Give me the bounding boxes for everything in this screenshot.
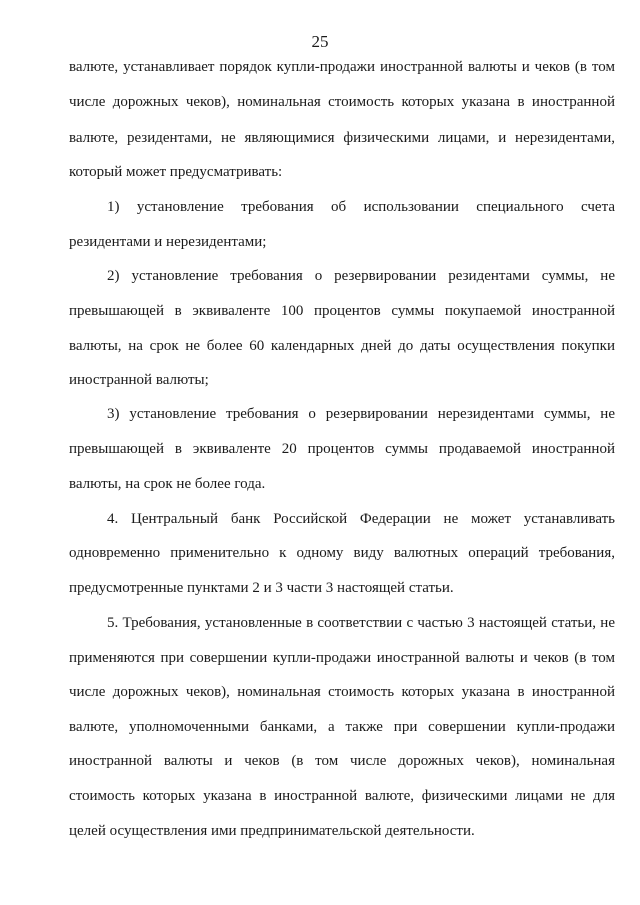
text-line: который может предусматривать:	[69, 164, 283, 180]
text-line: применяются при совершении купли-продажи иностранной валюты и чеков (в том	[69, 650, 615, 666]
text-line: превышающей в эквиваленте 20 процентов суммы продаваемой иностранной	[69, 441, 615, 457]
text-line: числе дорожных чеков), номинальная стоимость которых указана в иностранной	[69, 684, 615, 700]
text-line: целей осуществления ими предпринимательской деятельности.	[69, 823, 475, 839]
text-line: 4. Центральный банк Российской Федерации не может устанавливать	[107, 511, 615, 527]
text-line: иностранной валюты и чеков (в том числе дорожных чеков), номинальная	[69, 753, 615, 769]
text-line: валюте, устанавливает порядок купли-продажи иностранной валюты и чеков (в том	[69, 59, 615, 75]
text-line: 3) установление требования о резервировании нерезидентами суммы, не	[107, 406, 615, 422]
page-number: 25	[311, 32, 329, 51]
text-line: 5. Требования, установленные в соответствии с частью 3 настоящей статьи, не	[107, 615, 615, 631]
text-line: 1) установление требования об использовании специального счета	[107, 199, 615, 215]
text-line: предусмотренные пунктами 2 и 3 части 3 настоящей статьи.	[69, 580, 454, 596]
text-line: резидентами и нерезидентами;	[69, 234, 267, 250]
text-line: валюты, на срок не более года.	[69, 476, 266, 492]
text-line: стоимость которых указана в иностранной валюте, физическими лицами не для	[69, 788, 615, 804]
text-line: валюте, резидентами, не являющимися физическими лицами, и нерезидентами,	[69, 130, 615, 146]
text-line: превышающей в эквиваленте 100 процентов суммы покупаемой иностранной	[69, 303, 615, 319]
text-line: 2) установление требования о резервировании резидентами суммы, не	[107, 268, 615, 284]
text-line: числе дорожных чеков), номинальная стоимость которых указана в иностранной	[69, 94, 615, 110]
text-line: валюте, уполномоченными банками, а также при совершении купли-продажи	[69, 719, 615, 735]
text-line: иностранной валюты;	[69, 372, 209, 388]
text-line: одновременно применительно к одному виду валютных операций требования,	[69, 545, 615, 561]
text-line: валюты, на срок не более 60 календарных дней до даты осуществления покупки	[69, 338, 615, 354]
